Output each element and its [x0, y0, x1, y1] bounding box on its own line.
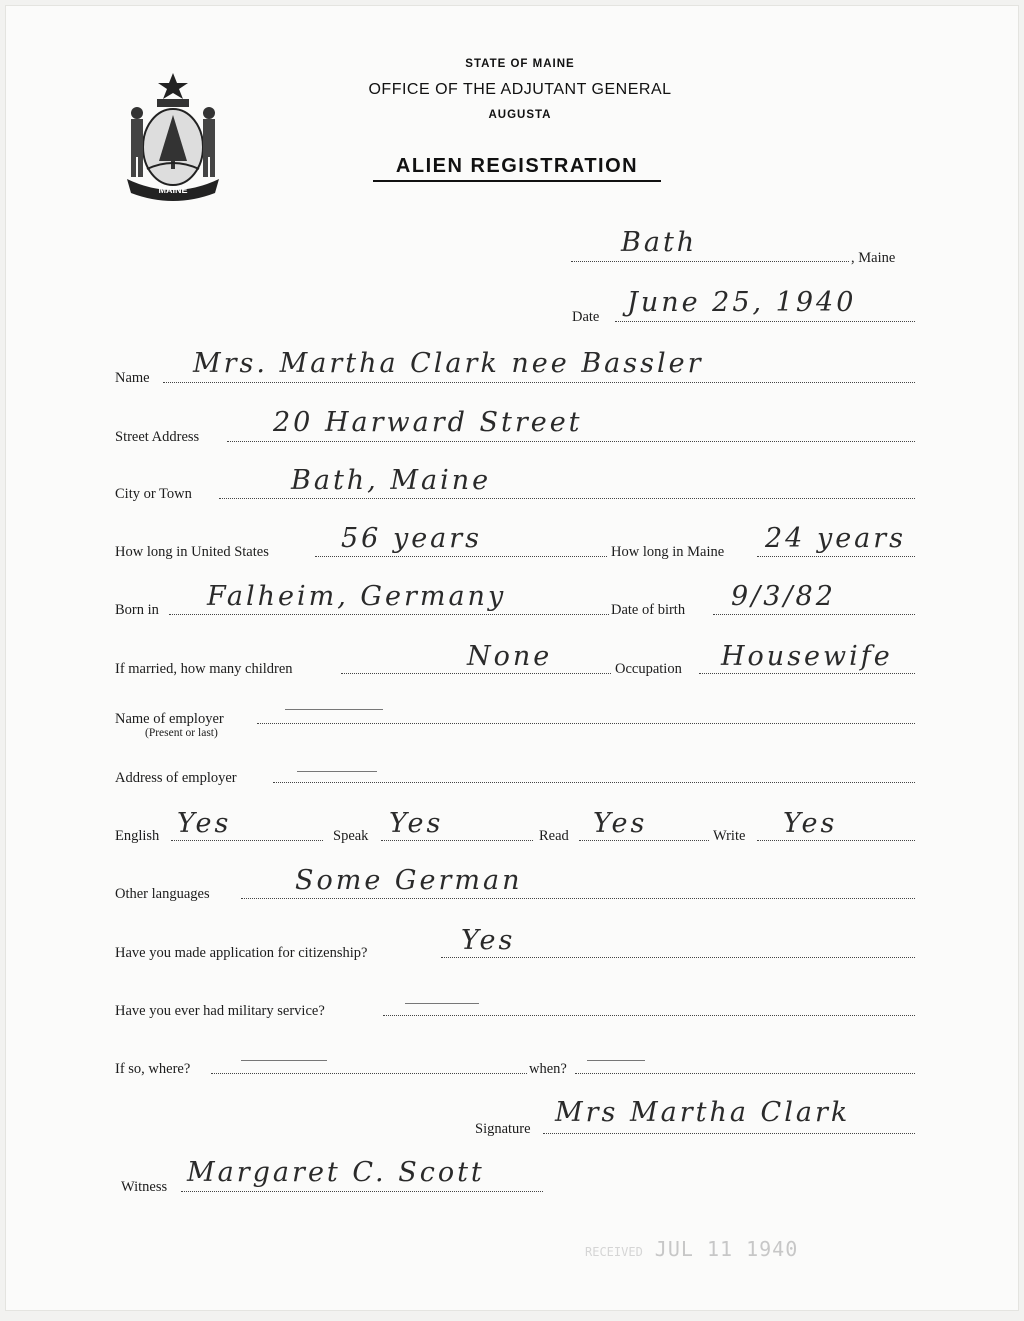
signature-label: Signature — [475, 1121, 531, 1137]
witness-entry: Margaret C. Scott — [187, 1157, 485, 1188]
employer-label: Name of employer — [115, 711, 224, 727]
stamp-prefix: RECEIVED — [585, 1245, 643, 1259]
employer-address-line — [273, 782, 915, 783]
military-blank-mark — [405, 1003, 479, 1004]
street-line — [227, 441, 915, 442]
how-long-us-label: How long in United States — [115, 544, 269, 560]
maine-label: , Maine — [851, 250, 896, 266]
how-long-us-line — [315, 556, 607, 557]
employer-blank-mark — [285, 709, 383, 710]
date-line — [615, 321, 915, 322]
name-entry: Mrs. Martha Clark nee Bassler — [193, 348, 704, 379]
town-line — [571, 261, 849, 262]
employer-line — [257, 723, 915, 724]
born-in-line — [169, 614, 609, 615]
signature-line — [543, 1133, 915, 1134]
read-line — [579, 840, 709, 841]
name-label: Name — [115, 370, 150, 386]
write-entry: Yes — [783, 808, 838, 839]
speak-line — [381, 840, 533, 841]
header-state: STATE OF MAINE — [465, 58, 575, 70]
children-label: If married, how many children — [115, 661, 293, 677]
occupation-label: Occupation — [615, 661, 682, 677]
city-label: City or Town — [115, 486, 192, 502]
years-maine-entry: 24 years — [765, 523, 907, 554]
born-in-label: Born in — [115, 602, 159, 618]
city-line — [219, 498, 915, 499]
english-label: English — [115, 828, 160, 844]
occupation-line — [699, 673, 915, 674]
when-label: when? — [529, 1061, 567, 1077]
years-us-entry: 56 years — [341, 523, 483, 554]
where-line — [211, 1073, 527, 1074]
street-label: Street Address — [115, 429, 200, 445]
military-label: Have you ever had military service? — [115, 1003, 325, 1019]
date-of-birth-entry: 9/3/82 — [731, 581, 836, 612]
received-date-stamp — [585, 1237, 798, 1261]
military-line — [383, 1015, 915, 1016]
occupation-entry: Housewife — [721, 641, 893, 672]
how-long-maine-line — [757, 556, 915, 557]
employer-address-label: Address of employer — [115, 770, 237, 786]
other-languages-line — [241, 898, 915, 899]
date-of-birth-line — [713, 614, 915, 615]
employer-address-blank-mark — [297, 771, 377, 772]
citizenship-entry: Yes — [461, 925, 516, 956]
stamp-date: JUL 11 1940 — [654, 1237, 799, 1261]
city-entry: Bath, Maine — [291, 465, 492, 496]
header-office: OFFICE OF THE ADJUTANT GENERAL — [368, 81, 672, 98]
date-entry: June 25, 1940 — [627, 287, 857, 318]
write-label: Write — [713, 828, 746, 844]
other-languages-entry: Some German — [295, 865, 523, 896]
date-label: Date — [572, 309, 600, 325]
children-entry: None — [467, 641, 553, 672]
english-entry: Yes — [177, 808, 232, 839]
speak-entry: Yes — [389, 808, 444, 839]
header-city: AUGUSTA — [488, 109, 552, 121]
write-line — [757, 840, 915, 841]
svg-text:MAINE: MAINE — [158, 185, 188, 195]
witness-line — [181, 1191, 543, 1192]
citizenship-line — [441, 957, 915, 958]
where-blank-mark — [241, 1060, 327, 1061]
street-entry: 20 Harward Street — [273, 407, 583, 438]
children-line — [341, 673, 611, 674]
maine-state-seal-icon — [117, 69, 229, 201]
how-long-maine-label: How long in Maine — [611, 544, 725, 560]
date-of-birth-label: Date of birth — [611, 602, 686, 618]
signature-entry: Mrs Martha Clark — [555, 1097, 851, 1128]
when-line — [575, 1073, 915, 1074]
born-in-entry: Falheim, Germany — [207, 581, 507, 612]
read-label: Read — [539, 828, 569, 844]
when-blank-mark — [587, 1060, 645, 1061]
form-title: ALIEN REGISTRATION — [373, 155, 661, 182]
employer-note: (Present or last) — [145, 727, 218, 739]
other-languages-label: Other languages — [115, 886, 210, 902]
read-entry: Yes — [593, 808, 648, 839]
name-line — [163, 382, 915, 383]
citizenship-label: Have you made application for citizenship? — [115, 945, 368, 961]
witness-label: Witness — [121, 1179, 168, 1195]
town-entry: Bath — [621, 227, 698, 258]
english-line — [171, 840, 323, 841]
registration-form — [5, 5, 1019, 1311]
where-label: If so, where? — [115, 1061, 191, 1077]
speak-label: Speak — [333, 828, 369, 844]
